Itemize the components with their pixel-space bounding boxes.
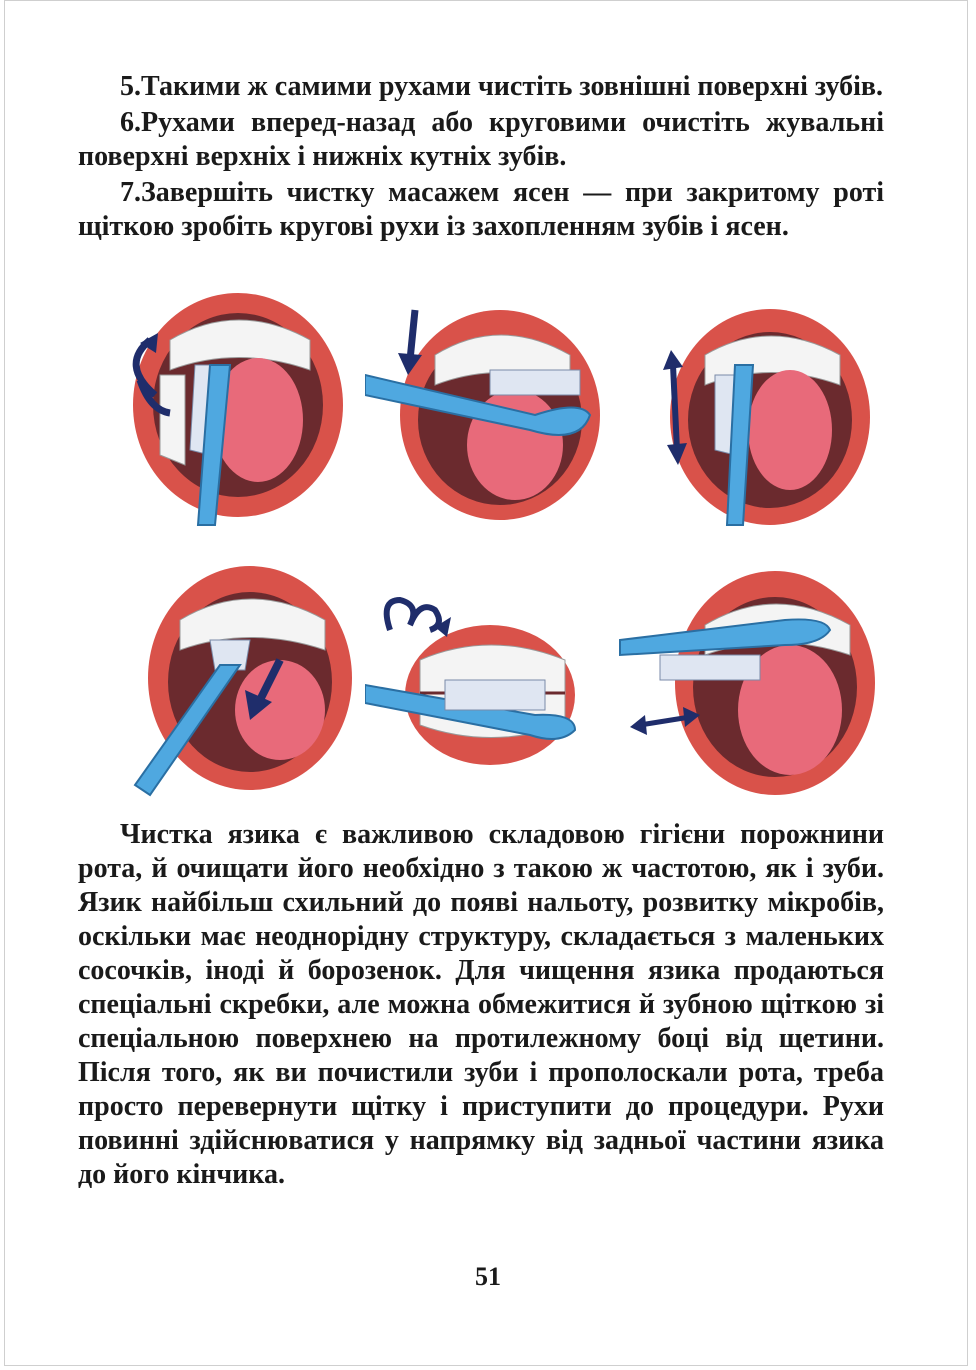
illustration-downward-sweep	[365, 305, 605, 525]
paragraph-text: Чистка язика є важливою складовою гігієни порожнини рота, й очищати його необхідно з такою ж частотою, як і зуби. Язик найбільш схильний до появі нальоту, розвитку мікробів, оскільки має неоднорідну структуру, складається з маленьких сосочків, іноді й борозенок. Для чищення язика продаються спеціальні скребки, але можна обмежитися й зубною щіткою зі спеціальною поверхнею на протилежному боці від щетини. Після того, як ви почистили зуби і прополоскали рота, треба просто перевернути щітку і приступити до процедури. Рухи повинні здійснюватися у напрямку від задньої частини язика до його кінчика.	[78, 819, 884, 1190]
step-number: 7.	[120, 177, 141, 208]
step-text: Завершіть чистку масажем ясен — при закритому роті щіткою зробіть кругові рухи із захопленням зубів і ясен.	[78, 177, 884, 242]
steps-list	[78, 70, 884, 246]
step-number: 6.	[120, 107, 141, 138]
step-item	[78, 176, 884, 244]
illustration-vertical-brushing	[645, 305, 875, 530]
page-number: 51	[475, 1262, 501, 1291]
illustrations-grid	[100, 285, 880, 805]
step-text: Такими ж самими рухами чистіть зовнішні поверхні зубів.	[141, 71, 884, 102]
illustration-gum-massage	[365, 585, 580, 775]
step-item	[78, 106, 884, 174]
illustration-circular-brushing	[110, 285, 350, 530]
step-item	[78, 70, 884, 104]
step-number: 5.	[120, 71, 141, 102]
tongue-cleaning-paragraph	[78, 818, 884, 1192]
illustration-tongue-cleaning	[615, 565, 880, 805]
step-text: Рухами вперед-назад або круговими очистіть жувальні поверхні верхніх і нижніх кутніх зубів.	[78, 107, 884, 172]
illustration-inner-surface	[130, 560, 360, 800]
